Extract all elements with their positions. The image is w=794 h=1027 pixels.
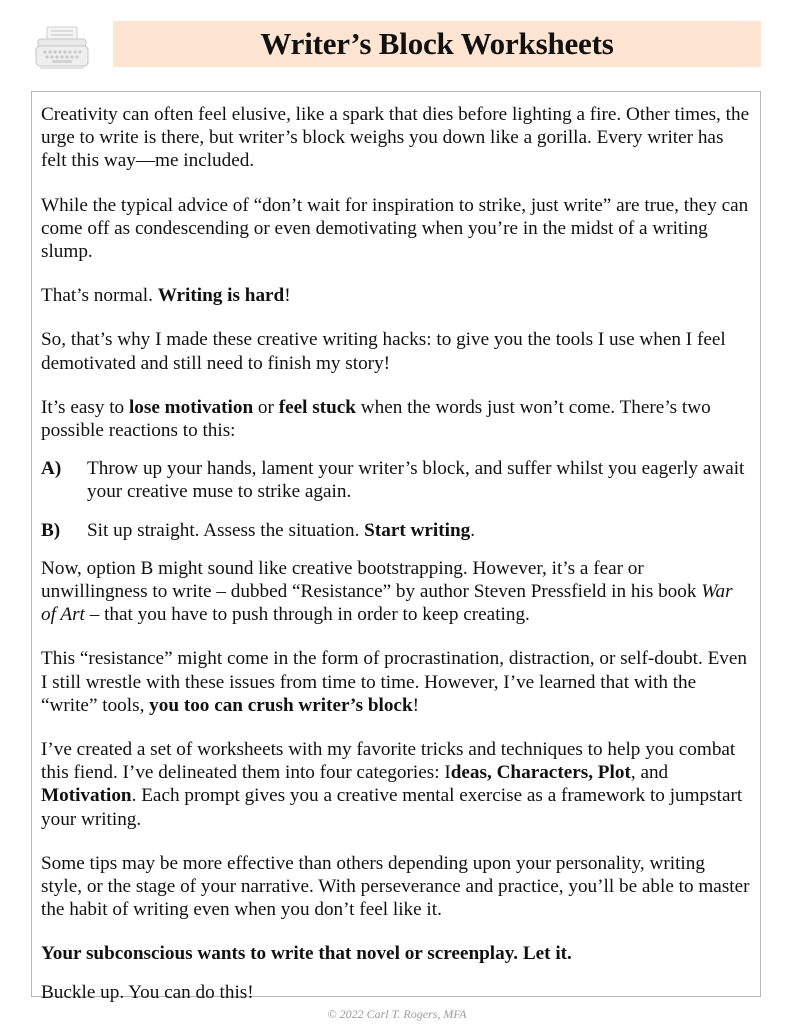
emphasis-writing-is-hard: Writing is hard [157, 285, 285, 307]
copyright-footer: © 2022 Carl T. Rogers, MFA [327, 1007, 467, 1021]
intro-text-box [31, 91, 761, 1003]
option-b [41, 519, 750, 542]
paragraph-buckle-up: Buckle up. You can do this! [41, 981, 254, 1003]
paragraph-option-b: Now, option B might sound like creative bootstrapping. However, it’s a fear or unwillingness to write – dubbed “Resistance” by author Steven Pressfield in his book War of Art – that you have to push through in order to keep creating. [41, 557, 733, 626]
typewriter-icon [34, 24, 90, 72]
page-title: Writer’s Block Worksheets [260, 26, 614, 61]
option-a [41, 457, 750, 503]
paragraph-subconscious: Your subconscious wants to write that novel or screenplay. Let it. [41, 943, 572, 965]
option-b-text: Sit up straight. Assess the situation. Start writing. [87, 519, 476, 541]
book-title-war-of-art: War of Art [41, 581, 733, 626]
title-banner [113, 21, 761, 67]
option-a-text: Throw up your hands, lament your writer’s block, and suffer whilst you eagerly await your creative muse to strike again. [87, 458, 745, 503]
paragraph-some-tips: Some tips may be more effective than others depending upon your personality, writing style, or the stage of your narrative. With perseverance and practice, you’ll be able to master the habit of writing even when you don’t feel like it. [41, 852, 750, 921]
paragraph-thats-normal: That’s normal. Writing is hard! [41, 285, 291, 307]
paragraph-why-hacks: So, that’s why I made these creative writing hacks: to give you the tools I use when I feel demotivated and still need to finish my story! [41, 329, 726, 374]
paragraph-creativity: Creativity can often feel elusive, like a spark that dies before lighting a fire. Other times, the urge to write is there, but writer’s block weighs you down like a gorilla. Every writer has felt this way—me included. [41, 104, 750, 172]
paragraph-resistance: This “resistance” might come in the form of procrastination, distraction, or self-doubt. Even I still wrestle with these issues from time to time. However, I’ve learned that with the “write” tools, you too can crush writer’s block! [41, 648, 748, 716]
paragraph-typical-advice: While the typical advice of “don’t wait for inspiration to strike, just write” are true, they can come off as condescending or even demotivating when you’re in the midst of a writing slump. [41, 194, 749, 263]
paragraph-worksheets: I’ve created a set of worksheets with my favorite tricks and techniques to help you combat this fiend. I’ve delineated them into four categories: Ideas, Characters, Plot, and Motivation. Each prompt gives you a creative mental exercise as a framework to jumpstart your writing. [41, 739, 743, 830]
option-b-letter: B) [41, 519, 61, 541]
paragraph-easy-to-lose: It’s easy to lose motivation or feel stuck when the words just won’t come. There’s two possible reactions to this: [41, 396, 711, 442]
option-a-letter: A) [41, 458, 62, 480]
